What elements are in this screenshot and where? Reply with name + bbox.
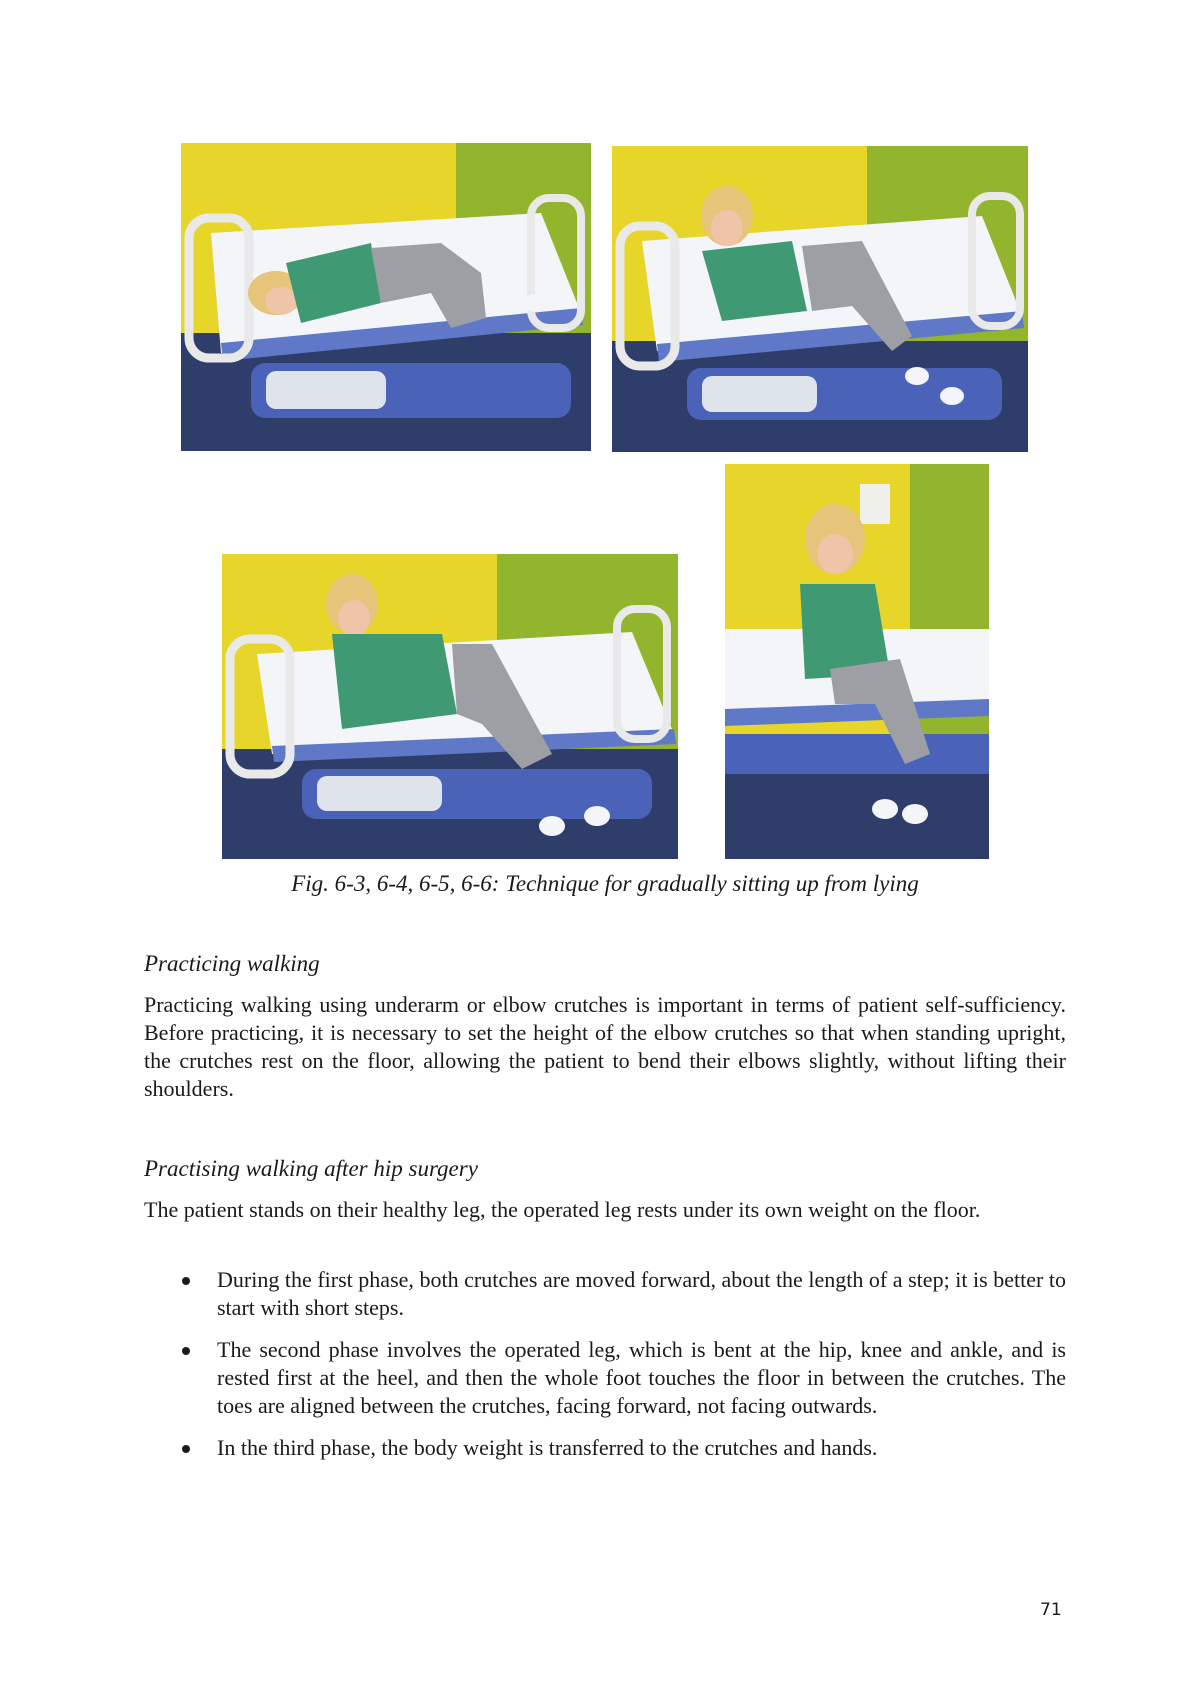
- list-item: [144, 1266, 1066, 1322]
- list-item-text: During the first phase, both crutches are moved forward, about the length of a step; it is better to start with short steps.: [217, 1267, 1066, 1320]
- bullet-icon: [182, 1445, 190, 1453]
- photo-sitting-on-edge: [725, 464, 989, 859]
- paragraph-practicing-walking: Practicing walking using underarm or elbow crutches is important in terms of patient self-sufficiency. Before practicing, it is necessary to set the height of the elbow crutches so that when standing upright, the crutches rest on the floor, allowing the patient to bend their elbows slightly, without lifting their shoulders.: [144, 992, 1066, 1101]
- figure-caption: Fig. 6-3, 6-4, 6-5, 6-6: Technique for gradually sitting up from lying: [291, 871, 919, 896]
- list-item-text: In the third phase, the body weight is transferred to the crutches and hands.: [217, 1435, 878, 1460]
- bullet-icon: [182, 1277, 190, 1285]
- phase-list: [144, 1266, 1066, 1476]
- page-number: 71: [1040, 1600, 1062, 1620]
- photo-legs-over-edge: [222, 554, 678, 859]
- bullet-icon: [182, 1347, 190, 1355]
- paragraph-hip-surgery: The patient stands on their healthy leg, the operated leg rests under its own weight on the floor.: [144, 1197, 981, 1222]
- list-item: [144, 1434, 1066, 1462]
- list-item-text: The second phase involves the operated leg, which is bent at the hip, knee and ankle, and is rested first at the heel, and then the whole foot touches the floor in between the crutches. The toes are aligned between the crutches, facing forward, not facing outwards.: [217, 1337, 1066, 1418]
- section-heading-practicing-walking: Practicing walking: [144, 951, 320, 976]
- photo-lying-on-side: [181, 143, 591, 451]
- section-heading-hip-surgery: Practising walking after hip surgery: [144, 1156, 478, 1181]
- photo-propping-on-elbow: [612, 146, 1028, 452]
- list-item: [144, 1336, 1066, 1420]
